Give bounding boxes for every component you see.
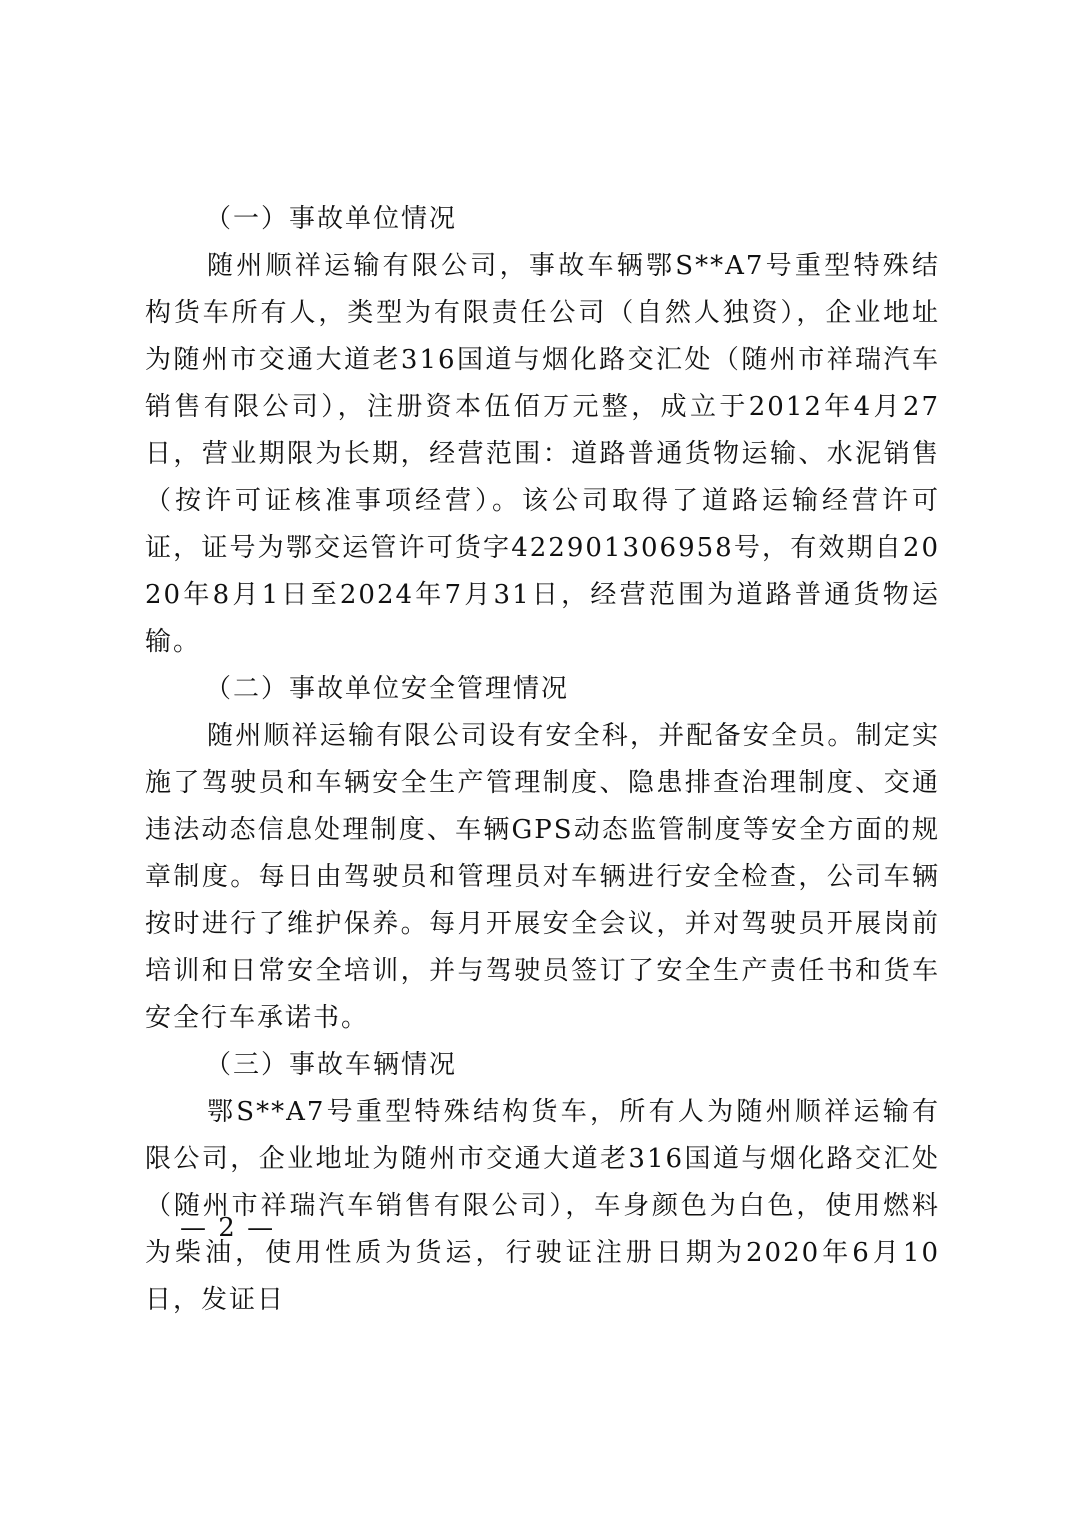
section-heading-2: （二）事故单位安全管理情况 — [205, 674, 570, 704]
section-heading-1: （一）事故单位情况 — [205, 204, 458, 234]
document-body — [145, 196, 940, 1324]
page-number: — 2 — — [180, 1213, 276, 1243]
section-heading-3: （三）事故车辆情况 — [205, 1050, 458, 1080]
section-paragraph-1: 随州顺祥运输有限公司，事故车辆鄂S**A7号重型特殊结构货车所有人，类型为有限责任公司（自然人独资），企业地址为随州市交通大道老316国道与烟化路交汇处（随州市祥瑞汽车销售有限公司），注册资本伍佰万元整，成立于2012年4月27日，营业期限为长期，经营范围：道路普通货物运输、水泥销售（按许可证核准事项经营）。该公司取得了道路运输经营许可证，证号为鄂交运管许可货字422901306958号，有效期自2020年8月1日至2024年7月31日，经营范围为道路普通货物运输。 — [145, 251, 940, 657]
section-paragraph-3: 鄂S**A7号重型特殊结构货车，所有人为随州顺祥运输有限公司，企业地址为随州市交通大道老316国道与烟化路交汇处（随州市祥瑞汽车销售有限公司），车身颜色为白色，使用燃料为柴油，使用性质为货运，行驶证注册日期为2020年6月10日，发证日 — [145, 1097, 940, 1315]
section-paragraph-2: 随州顺祥运输有限公司设有安全科，并配备安全员。制定实施了驾驶员和车辆安全生产管理制度、隐患排查治理制度、交通违法动态信息处理制度、车辆GPS动态监管制度等安全方面的规章制度。每日由驾驶员和管理员对车辆进行安全检查，公司车辆按时进行了维护保养。每月开展安全会议，并对驾驶员开展岗前培训和日常安全培训，并与驾驶员签订了安全生产责任书和货车安全行车承诺书。 — [145, 721, 940, 1033]
